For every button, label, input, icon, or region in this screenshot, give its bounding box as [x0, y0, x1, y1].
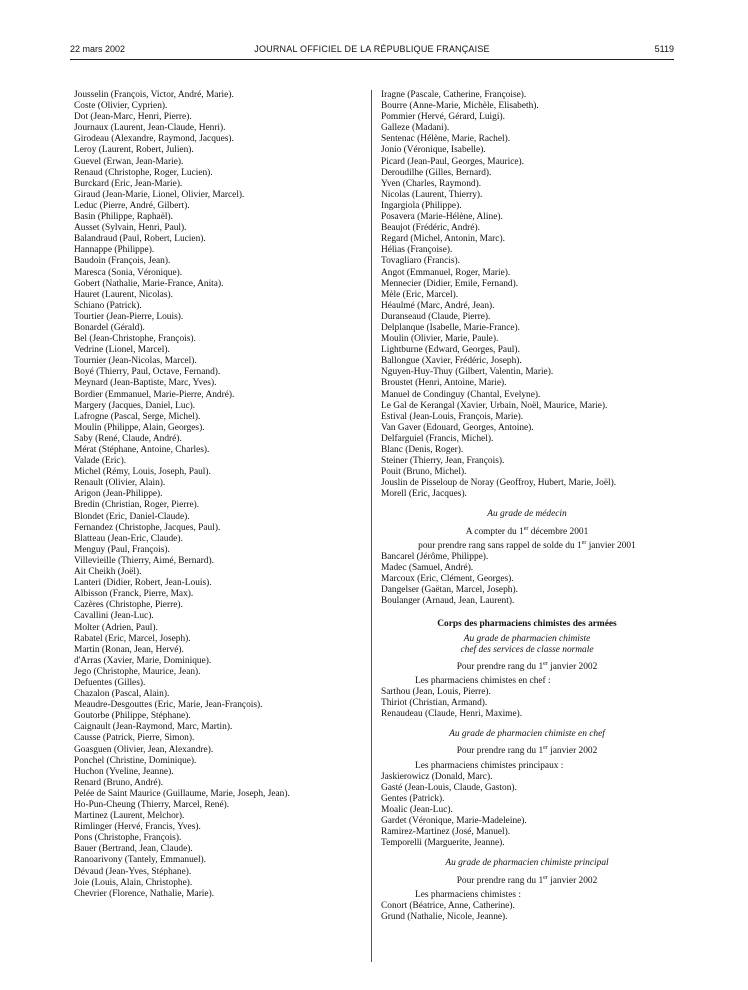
- grade-heading-chimiste-principal: Au grade de pharmacien chimiste principal: [445, 858, 609, 869]
- name-entry: Blanc (Denis, Roger).: [381, 445, 464, 455]
- name-entry: Ponchel (Christine, Dominique).: [74, 755, 197, 766]
- intro-chimiste-en-chef: Les pharmaciens chimistes principaux :: [415, 760, 564, 771]
- name-entry: Burckard (Eric, Jean-Marie).: [74, 178, 183, 189]
- name-entry: Bourre (Anne-Marie, Michèle, Elisabeth).: [381, 101, 539, 112]
- name-entry: Valade (Eric).: [74, 456, 127, 467]
- name-entry: Joie (Louis, Alain, Christophe).: [74, 877, 193, 888]
- right-name-list: [381, 90, 673, 500]
- name-entry: Jego (Christophe, Maurice, Jean).: [74, 666, 201, 677]
- name-entry: Girodeau (Alexandre, Raymond, Jacques).: [74, 134, 234, 145]
- name-entry: Yven (Charles, Raymond).: [381, 178, 482, 189]
- name-entry: Defuentes (Gilles).: [74, 677, 146, 688]
- name-entry: Bauer (Bertrand, Jean, Claude).: [74, 844, 193, 855]
- rang-line-medecin: pour prendre rang sans rappel de solde du 1er janvier 2001: [418, 539, 636, 551]
- name-entry: Goutorbe (Philippe, Stéphane).: [74, 711, 191, 722]
- name-entry: Nicolas (Laurent, Thierry).: [381, 189, 483, 200]
- name-entry: Nguyen-Huy-Thuy (Gilbert, Valentin, Marie).: [381, 367, 554, 378]
- name-entry: Jaskierowicz (Donald, Marc).: [381, 771, 493, 782]
- name-entry: Mérat (Stéphane, Antoine, Charles).: [74, 445, 210, 455]
- name-entry: Bredin (Christian, Roger, Pierre).: [74, 500, 200, 511]
- left-name-list: [74, 90, 366, 900]
- name-entry: Ballongue (Xavier, Frédéric, Joseph).: [381, 356, 522, 367]
- name-entry: Conort (Béatrice, Anne, Catherine).: [381, 900, 515, 911]
- grade-heading-chef-services-line1: Au grade de pharmacien chimiste: [463, 633, 591, 644]
- chimiste-en-chef-name-list: [381, 772, 673, 850]
- name-entry: Caignault (Jean-Raymond, Marc, Martin).: [74, 722, 233, 733]
- name-entry: Cavallini (Jean-Luc).: [74, 611, 154, 622]
- name-entry: Tournier (Jean-Nicolas, Marcel).: [74, 356, 197, 367]
- intro-chimiste-principal: Les pharmaciens chimistes :: [415, 889, 521, 900]
- name-entry: Manuel de Condinguy (Chantal, Evelyne).: [381, 389, 541, 400]
- name-entry: Fernandez (Christophe, Jacques, Paul).: [74, 522, 221, 533]
- issue-date: 22 mars 2002: [70, 44, 126, 54]
- name-entry: Albisson (Franck, Pierre, Max).: [74, 589, 194, 600]
- name-entry: Renaudeau (Claude, Henri, Maxime).: [381, 709, 523, 720]
- name-entry: Gentes (Patrick).: [381, 793, 445, 804]
- name-entry: Rimlinger (Hervé, Francis, Yves).: [74, 822, 201, 833]
- name-entry: Jonio (Véronique, Isabelle).: [381, 145, 486, 156]
- name-entry: d'Arras (Xavier, Marie, Dominique).: [74, 655, 212, 666]
- name-entry: Temporelli (Marguerite, Jeanne).: [381, 838, 505, 849]
- name-entry: Moulin (Philippe, Alain, Georges).: [74, 422, 205, 433]
- name-entry: Hannappe (Philippe).: [74, 245, 155, 256]
- name-entry: Madec (Samuel, André).: [381, 563, 474, 574]
- name-entry: Delfarguiel (Francis, Michel).: [381, 433, 494, 444]
- name-entry: Thiriot (Christian, Armand).: [381, 698, 488, 709]
- name-entry: Gasté (Jean-Louis, Claude, Gaston).: [381, 782, 517, 793]
- name-entry: Baudoin (François, Jean).: [74, 256, 171, 267]
- name-entry: Huchon (Yveline, Jeanne).: [74, 766, 174, 777]
- section-chimiste-en-chef: [381, 729, 673, 849]
- name-entry: Lafrogne (Pascal, Serge, Michel).: [74, 411, 201, 422]
- name-entry: Blondet (Eric, Daniel-Claude).: [74, 511, 190, 522]
- intro-chef-services: Les pharmaciens chimistes en chef :: [415, 675, 551, 686]
- name-entry: Ho-Pun-Cheung (Thierry, Marcel, René).: [74, 800, 230, 810]
- name-entry: Dévaud (Jean-Yves, Stéphane).: [74, 866, 192, 877]
- name-entry: Blatteau (Jean-Eric, Claude).: [74, 533, 183, 544]
- name-entry: Regard (Michel, Antonin, Marc).: [381, 234, 505, 245]
- name-entry: Ausset (Sylvain, Henri, Paul).: [74, 223, 187, 234]
- section-chef-services: [381, 634, 673, 721]
- name-entry: Molter (Adrien, Paul).: [74, 622, 158, 633]
- name-entry: Sentenac (Hélène, Marie, Rachel).: [381, 134, 511, 145]
- name-entry: Menguy (Paul, François).: [74, 544, 170, 555]
- name-entry: Martin (Ronan, Jean, Hervé).: [74, 644, 184, 655]
- name-entry: Mèle (Eric, Marcel).: [381, 289, 459, 300]
- name-entry: Boyé (Thierry, Paul, Octave, Fernand).: [74, 367, 221, 378]
- name-entry: Picard (Jean-Paul, Georges, Maurice).: [381, 156, 525, 167]
- column-divider: [371, 90, 372, 962]
- grade-heading-chef-services-line2: chef des services de classe normale: [460, 644, 594, 655]
- section-chimiste-principal: [381, 858, 673, 923]
- name-entry: Pouit (Bruno, Michel).: [381, 467, 467, 478]
- name-entry: Pelée de Saint Maurice (Guillaume, Marie, Joseph, Jean).: [74, 788, 290, 799]
- name-entry: Basin (Philippe, Raphaël).: [74, 212, 173, 223]
- name-entry: Bordier (Emmanuel, Marie-Pierre, André).: [74, 389, 235, 400]
- name-entry: Morell (Eric, Jacques).: [381, 489, 467, 500]
- name-entry: Villevieille (Thierry, Aimé, Bernard).: [74, 555, 214, 566]
- name-entry: Gobert (Nathalie, Marie-France, Anita).: [74, 278, 224, 289]
- name-entry: Mennecier (Didier, Emile, Fernand).: [381, 278, 519, 289]
- name-entry: Moulin (Olivier, Marie, Paule).: [381, 334, 499, 345]
- name-entry: Chazalon (Pascal, Alain).: [74, 689, 170, 700]
- name-entry: Jouslin de Pisseloup de Noray (Geoffroy, Hubert, Marie, Joël).: [381, 478, 617, 489]
- header-rule: [70, 59, 674, 60]
- name-entry: Journaux (Laurent, Jean-Claude, Henri).: [74, 123, 226, 134]
- rang-line-chimiste-en-chef: Pour prendre rang du 1er janvier 2002: [456, 745, 598, 757]
- name-entry: Cazères (Christophe, Pierre).: [74, 600, 183, 611]
- name-entry: Meynard (Jean-Baptiste, Marc, Yves).: [74, 378, 217, 389]
- name-entry: Hauret (Laurent, Nicolas).: [74, 289, 173, 300]
- name-entry: Estival (Jean-Louis, François, Marie).: [381, 411, 524, 422]
- name-entry: Ranoarivony (Tantely, Emmanuel).: [74, 855, 207, 866]
- date-line-medecin: A compter du 1er décembre 2001: [465, 525, 589, 537]
- name-entry: Renard (Bruno, André).: [74, 777, 164, 788]
- name-entry: Moalic (Jean-Luc).: [381, 805, 453, 816]
- name-entry: Galleze (Madani).: [381, 123, 450, 134]
- page-number: 5119: [654, 44, 674, 54]
- name-entry: Coste (Olivier, Cyprien).: [74, 101, 168, 112]
- name-entry: Leroy (Laurent, Robert, Julien).: [74, 145, 194, 156]
- name-entry: Rabatel (Eric, Marcel, Joseph).: [74, 633, 191, 644]
- name-entry: Lanteri (Didier, Robert, Jean-Louis).: [74, 578, 212, 589]
- name-entry: Balandraud (Paul, Robert, Lucien).: [74, 234, 206, 245]
- medecin-name-list: [381, 552, 673, 607]
- page-header: [70, 44, 674, 58]
- name-entry: Saby (René, Claude, André).: [74, 433, 182, 444]
- name-entry: Gardet (Véronique, Marie-Madeleine).: [381, 816, 527, 827]
- name-entry: Marcoux (Eric, Clément, Georges).: [381, 574, 514, 585]
- name-entry: Bel (Jean-Christophe, François).: [74, 334, 196, 345]
- name-entry: Le Gal de Kerangal (Xavier, Urbain, Noël, Maurice, Marie).: [381, 400, 608, 411]
- name-entry: Renaud (Christophe, Roger, Lucien).: [74, 167, 213, 178]
- name-entry: Margery (Jacques, Daniel, Luc).: [74, 400, 196, 411]
- name-entry: Ingargiola (Philippe).: [381, 200, 462, 211]
- name-entry: Pons (Christophe, François).: [74, 833, 182, 844]
- name-entry: Beaujot (Frédéric, André).: [381, 223, 480, 234]
- name-entry: Dangelser (Gaëtan, Marcel, Joseph).: [381, 585, 518, 596]
- name-entry: Grund (Nathalie, Nicole, Jeanne).: [381, 911, 508, 922]
- name-entry: Leduc (Pierre, André, Gilbert).: [74, 200, 190, 211]
- name-entry: Posavera (Marie-Hélène, Aline).: [381, 212, 503, 223]
- name-entry: Ramirez-Martinez (José, Manuel).: [381, 827, 511, 838]
- name-entry: Bancarel (Jérôme, Philippe).: [381, 552, 489, 562]
- rang-line-chimiste-principal: Pour prendre rang du 1er janvier 2002: [456, 874, 598, 886]
- chimiste-principal-name-list: [381, 901, 673, 923]
- name-entry: Hélias (Françoise).: [381, 245, 453, 256]
- name-entry: Steiner (Thierry, Jean, François).: [381, 456, 505, 467]
- name-entry: Tovagliaro (Francis).: [381, 256, 461, 267]
- name-entry: Ait Cheikh (Joël).: [74, 567, 142, 578]
- name-entry: Deroudilhe (Gilles, Bernard).: [381, 167, 492, 178]
- name-entry: Goasguen (Olivier, Jean, Alexandre).: [74, 744, 214, 755]
- name-entry: Lightburne (Edward, Georges, Paul).: [381, 345, 520, 356]
- name-entry: Duranseaud (Claude, Pierre).: [381, 311, 491, 322]
- name-entry: Vedrine (Lionel, Marcel).: [74, 345, 170, 356]
- grade-heading-chimiste-en-chef: Au grade de pharmacien chimiste en chef: [449, 729, 605, 740]
- name-entry: Sarthou (Jean, Louis, Pierre).: [381, 687, 491, 698]
- name-entry: Bonardel (Gérald).: [74, 322, 145, 333]
- name-entry: Jousselin (François, Victor, André, Marie).: [74, 90, 234, 100]
- name-entry: Meaudre-Desgouttes (Eric, Marie, Jean-François).: [74, 700, 263, 711]
- rang-line-chef-services: Pour prendre rang du 1er janvier 2002: [456, 660, 598, 672]
- name-entry: Michel (Rémy, Louis, Joseph, Paul).: [74, 467, 211, 478]
- name-entry: Broustet (Henri, Antoine, Marie).: [381, 378, 507, 389]
- name-entry: Guevel (Erwan, Jean-Marie).: [74, 156, 184, 167]
- name-entry: Héaulmé (Marc, André, Jean).: [381, 300, 495, 311]
- name-entry: Boulanger (Arnaud, Jean, Laurent).: [381, 596, 515, 607]
- name-entry: Martinez (Laurent, Melchor).: [74, 811, 185, 822]
- name-entry: Dot (Jean-Marc, Henri, Pierre).: [74, 112, 192, 123]
- name-entry: Tourtier (Jean-Pierre, Louis).: [74, 311, 184, 322]
- name-entry: Causse (Patrick, Pierre, Simon).: [74, 733, 195, 744]
- left-column: [74, 90, 366, 900]
- name-entry: Renault (Olivier, Alain).: [74, 478, 166, 489]
- name-entry: Schiano (Patrick).: [74, 300, 142, 311]
- chef-services-name-list: [381, 687, 673, 720]
- name-entry: Iragne (Pascale, Catherine, Françoise).: [381, 90, 527, 100]
- name-entry: Van Gaver (Edouard, Georges, Antoine).: [381, 422, 534, 433]
- journal-title: JOURNAL OFFICIEL DE LA RÉPUBLIQUE FRANÇAISE: [254, 44, 490, 54]
- name-entry: Angot (Emmanuel, Roger, Marie).: [381, 267, 511, 278]
- grade-heading-medecin: Au grade de médecin: [487, 509, 567, 520]
- name-entry: Giraud (Jean-Marie, Lionel, Olivier, Marcel).: [74, 189, 245, 200]
- name-entry: Chevrier (Florence, Nathalie, Marie).: [74, 888, 215, 899]
- name-entry: Pommier (Hervé, Gérard, Luigi).: [381, 112, 505, 123]
- corps-heading: Corps des pharmaciens chimistes des armées: [437, 619, 617, 630]
- name-entry: Arigon (Jean-Philippe).: [74, 489, 163, 500]
- right-column: [381, 90, 673, 923]
- name-entry: Delplanque (Isabelle, Marie-France).: [381, 322, 520, 333]
- name-entry: Maresca (Sonia, Véronique).: [74, 267, 183, 278]
